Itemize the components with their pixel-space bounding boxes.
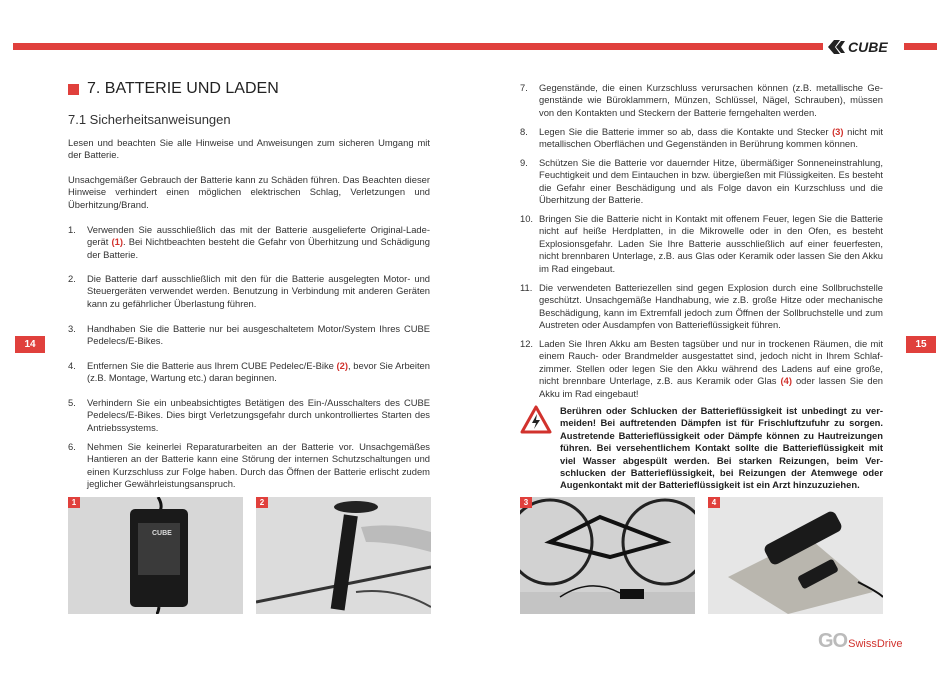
figure-reference: (2) [336,360,348,371]
list-item [68,273,430,310]
list-item [68,441,430,491]
swissdrive-logo [818,630,913,654]
list-item-text-part: Gegenstände, die einen Kurzschluss verursachen können (z.B. metallische Gegenstände wie Büroklammern, Münzen, Schlüssel, Nägel, Schrauben), müssen von den Kontakten und Steckern der Batterie ferngehalten werden. [539,82,883,118]
warning-text: Berühren oder Schlucken der Batterieflüssigkeit ist unbedingt zu vermeiden! Bei auftretenden Dämpfen ist für Frischluftzufuhr zu sorgen. Austretende Batterieflüssigkeit oder Dämpfe können zu Hautreizungen führen. Bei versehentlichem Kontakt sollte die Batterieflüssigkeit mit viel Wasser abgespült werden. Bei starken Reizungen, beim Verschlucken der Batterieflüssigkeit, bei Reizungen der Atemwege oder Augenkontakt mit der Batterieflüssigkeit ist ein Arzt hinzuzuziehen. [560,405,883,491]
list-item-text [87,323,430,348]
electric-hazard-icon [520,405,552,434]
page-number-right: 15 [906,336,936,353]
section-heading [68,80,279,98]
list-item-text [87,441,430,491]
figure-reference: (1) [111,236,123,248]
list-item-number: 11. [520,282,533,293]
list-item [68,224,430,261]
figure-battery-removal [256,497,431,614]
list-item-text-part: Laden Sie Ihren Akku am Besten tagsüber und nur in trockenen Räumen, die mit einem Rauch- oder Brandmelder ausgestattet sind, jedoch nicht in Ihrem Schlafzimmer. Stellen oder legen Sie den Akku während des Ladens auf eine große, nicht brennbare Unterlage, z.B. aus Keramik oder Glas [539,338,883,387]
list-item-text [87,397,430,434]
cube-logo [826,36,906,58]
list-item-number: 3. [68,323,76,334]
figure-battery-on-tile [708,497,883,614]
figure-reference: (4) [780,375,792,387]
list-item-text [539,282,883,332]
list-item-text-part: Schützen Sie die Batterie vor dauernder Hitze, übermäßiger Sonneneinstrahlung, Feuchtigkeit und dem Eintauchen in bzw. übergießen mit Flüssigkeiten. Es besteht die Gefahr einer Beschädigung und als Folge davon ein Kurzschluss und die Überhitzung der Batterie. [539,157,883,206]
list-item-text [539,338,883,400]
list-item [520,213,883,275]
list-item [68,323,430,348]
subsection-title: 7.1 Sicherheitsanweisungen [68,112,231,127]
list-item-number: 2. [68,273,76,284]
list-item [520,82,883,119]
list-item-number: 6. [68,441,76,452]
list-item-text [539,82,883,119]
list-item-text-part: nicht mit metallischen Oberflächen und Gegenständen in Berührung kommen können. [539,126,883,150]
list-item-text-part: Legen Sie die Batterie immer so ab, dass die Kontakte und Stecker [539,126,833,137]
section-title: 7. BATTERIE UND LADEN [87,80,279,97]
figure-label: 1 [68,497,80,508]
swissdrive-logo-prefix: GO [818,630,848,652]
intro-paragraph-2: Unsachgemäßer Gebrauch der Batterie kann zu Schäden führen. Das Beachten dieser Hinweise verhindert einen möglichen elektrischen Schlag, Verletzungen und Überhitzung/Brand. [68,174,430,210]
list-item-text-part: oder lassen Sie den Akku im Rad eingebaut! [539,375,883,399]
list-item-number: 9. [520,157,528,168]
list-item-text-part: Nehmen Sie keinerlei Reparaturarbeiten an der Batterie vor. Unsachgemäßes Hantieren an der Batterie kann eine Störung der internen Schutzschaltungen und einen Kurzschluss zur Folge haben. Durch das Öffnen der Batterie erlischt zudem jeglicher Gewährleistungsanspruch. [87,441,430,490]
figure-bike-charging [520,497,695,614]
list-item [520,126,883,151]
list-item [68,360,430,385]
intro-paragraph-1: Lesen und beachten Sie alle Hinweise und Anweisungen zum sicheren Umgang mit der Batterie. [68,137,430,161]
list-item-number: 1. [68,224,76,235]
swissdrive-logo-text: SwissDrive [848,638,903,650]
list-item [68,397,430,434]
figure-reference: (3) [832,126,844,137]
list-item-text [87,273,430,310]
list-item-text [539,126,883,151]
list-item-text-part: Die verwendeten Batteriezellen sind gegen Explosion durch eine Sollbruchstelle geschützt. Unsachgemäße Handhabung, wie z.B. große Hitze oder mechanische Beschädigung, kann im Extremfall jedoch zum Öffnen der Sollbruchstelle und zum Austreten oder Ausdampfen von Batterieflüssigkeit führen. [539,282,883,331]
list-item-text-part: . Bei Nichtbeachten besteht die Gefahr von Überhitzung und Schädigung der Batterie. [87,236,430,260]
list-item-text-part: Die Batterie darf ausschließlich mit den für die Batterie ausgelegten Motor- und Steuergeräten verwendet werden. Benutzung in Verbindung mit anderen Geräten kann zu gefährlicher Überlastung führen. [87,273,430,309]
cube-logo-text: CUBE [848,39,888,55]
list-item-number: 12. [520,338,534,349]
figure-label: 2 [256,497,268,508]
figure-label: 3 [520,497,532,508]
list-item-text-part: Verwenden Sie ausschließlich das mit der Batterie ausgelieferte Original-Ladegerät [87,224,430,248]
list-item-text [539,213,883,275]
list-item-text-part: Bringen Sie die Batterie nicht in Kontakt mit offenem Feuer, legen Sie die Batterie nicht auf heiße Herdplatten, in die Mikrowelle oder in den Ofen, es besteht Explosionsgefahr. Laden Sie Ihre Batterie ausschließlich auf einer feuerfesten, nicht brennbaren Unterlage, z.B. aus Glas oder Keramik oder lassen Sie den Akku im Rad eingebaut. [539,213,883,274]
list-item-number: 4. [68,360,76,371]
list-item-text [87,360,430,385]
page-number-left: 14 [15,336,45,353]
list-item-text [539,157,883,207]
list-item [520,282,883,332]
heading-square-icon [68,84,79,95]
list-item-number: 5. [68,397,76,408]
list-item-text-part: , bevor Sie Arbeiten (z.B. Montage, Wartung etc.) daran beginnen. [87,360,430,384]
list-item-number: 8. [520,126,528,137]
charger-brand: CUBE [152,530,172,537]
figure-charger [68,497,243,614]
list-item-text-part: Handhaben Sie die Batterie nur bei ausgeschaltetem Motor/System Ihres CUBE Pedelecs/E-Bikes. [87,323,430,347]
figure-label: 4 [708,497,720,508]
list-item-number: 7. [520,82,528,93]
header-bar [13,43,823,50]
header-bar-end [904,43,937,50]
list-item [520,157,883,207]
list-item-text-part: Verhindern Sie ein unbeabsichtigtes Betätigen des Ein-/Ausschalters des CUBE Pedelecs/E-Bikes. Dies birgt Verletzungsgefahr durch unkontrolliertes Starten des Antriebssystems. [87,397,430,433]
list-item-number: 10. [520,213,534,224]
list-item-text [87,224,430,261]
list-item-text-part: Entfernen Sie die Batterie aus Ihrem CUBE Pedelec/E-Bike [87,360,337,371]
list-item [520,338,883,400]
